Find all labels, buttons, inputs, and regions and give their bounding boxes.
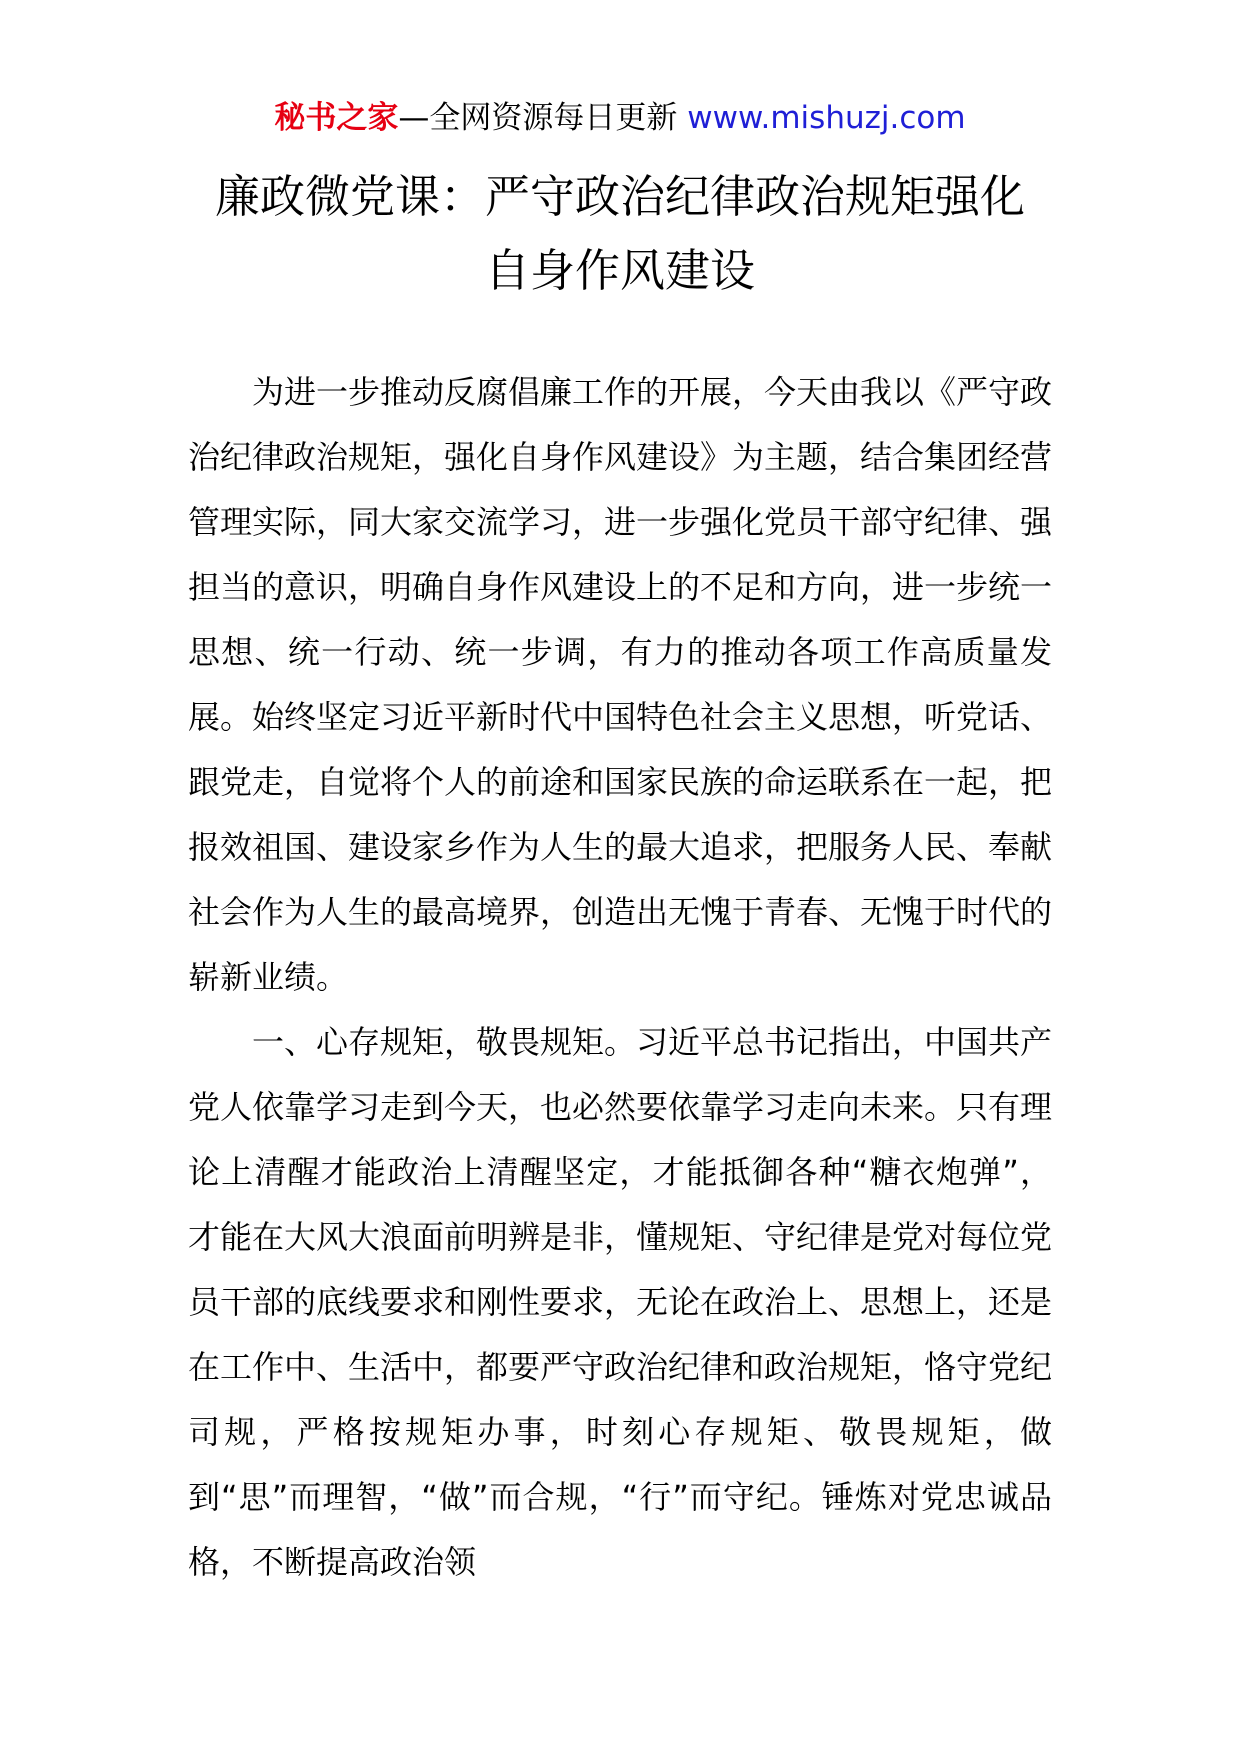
document-title [0, 160, 1240, 308]
paragraph-intro: 为进一步推动反腐倡廉工作的开展，今天由我以《严守政治纪律政治规矩，强化自身作风建设》为主题，结合集团经营管理实际，同大家交流学习，进一步强化党员干部守纪律、强担当的意识，明确自身作风建设上的不足和方向，进一步统一思想、统一行动、统一步调，有力的推动各项工作高质量发展。始终坚定习近平新时代中国特色社会主义思想，听党话、跟党走，自觉将个人的前途和国家民族的命运联系在一起，把报效祖国、建设家乡作为人生的最大追求，把服务人民、奉献社会作为人生的最高境界，创造出无愧于青春、无愧于时代的崭新业绩。 [188, 373, 1053, 996]
paragraph-section-1: 一、心存规矩，敬畏规矩。习近平总书记指出，中国共产党人依靠学习走到今天，也必然要依靠学习走向未来。只有理论上清醒才能政治上清醒坚定，才能抵御各种“糖衣炮弹”，才能在大风大浪面前明辨是非，懂规矩、守纪律是党对每位党员干部的底线要求和刚性要求，无论在政治上、思想上，还是在工作中、生活中，都要严守政治纪律和政治规矩，恪守党纪司规，严格按规矩办事，时刻心存规矩、敬畏规矩，做到“思”而理智，“做”而合规，“行”而守纪。锤炼对党忠诚品格，不断提高政治领 [188, 1023, 1053, 1581]
site-url-link[interactable]: www.mishuzj.com [687, 100, 966, 136]
header-slogan: —全网资源每日更新 [398, 100, 688, 136]
brand-name: 秘书之家 [274, 100, 399, 136]
site-header [0, 98, 1240, 138]
title-line-2: 自身作风建设 [484, 244, 755, 297]
title-line-1: 廉政微党课：严守政治纪律政治规矩强化 [214, 170, 1025, 223]
document-body [188, 360, 1052, 1595]
